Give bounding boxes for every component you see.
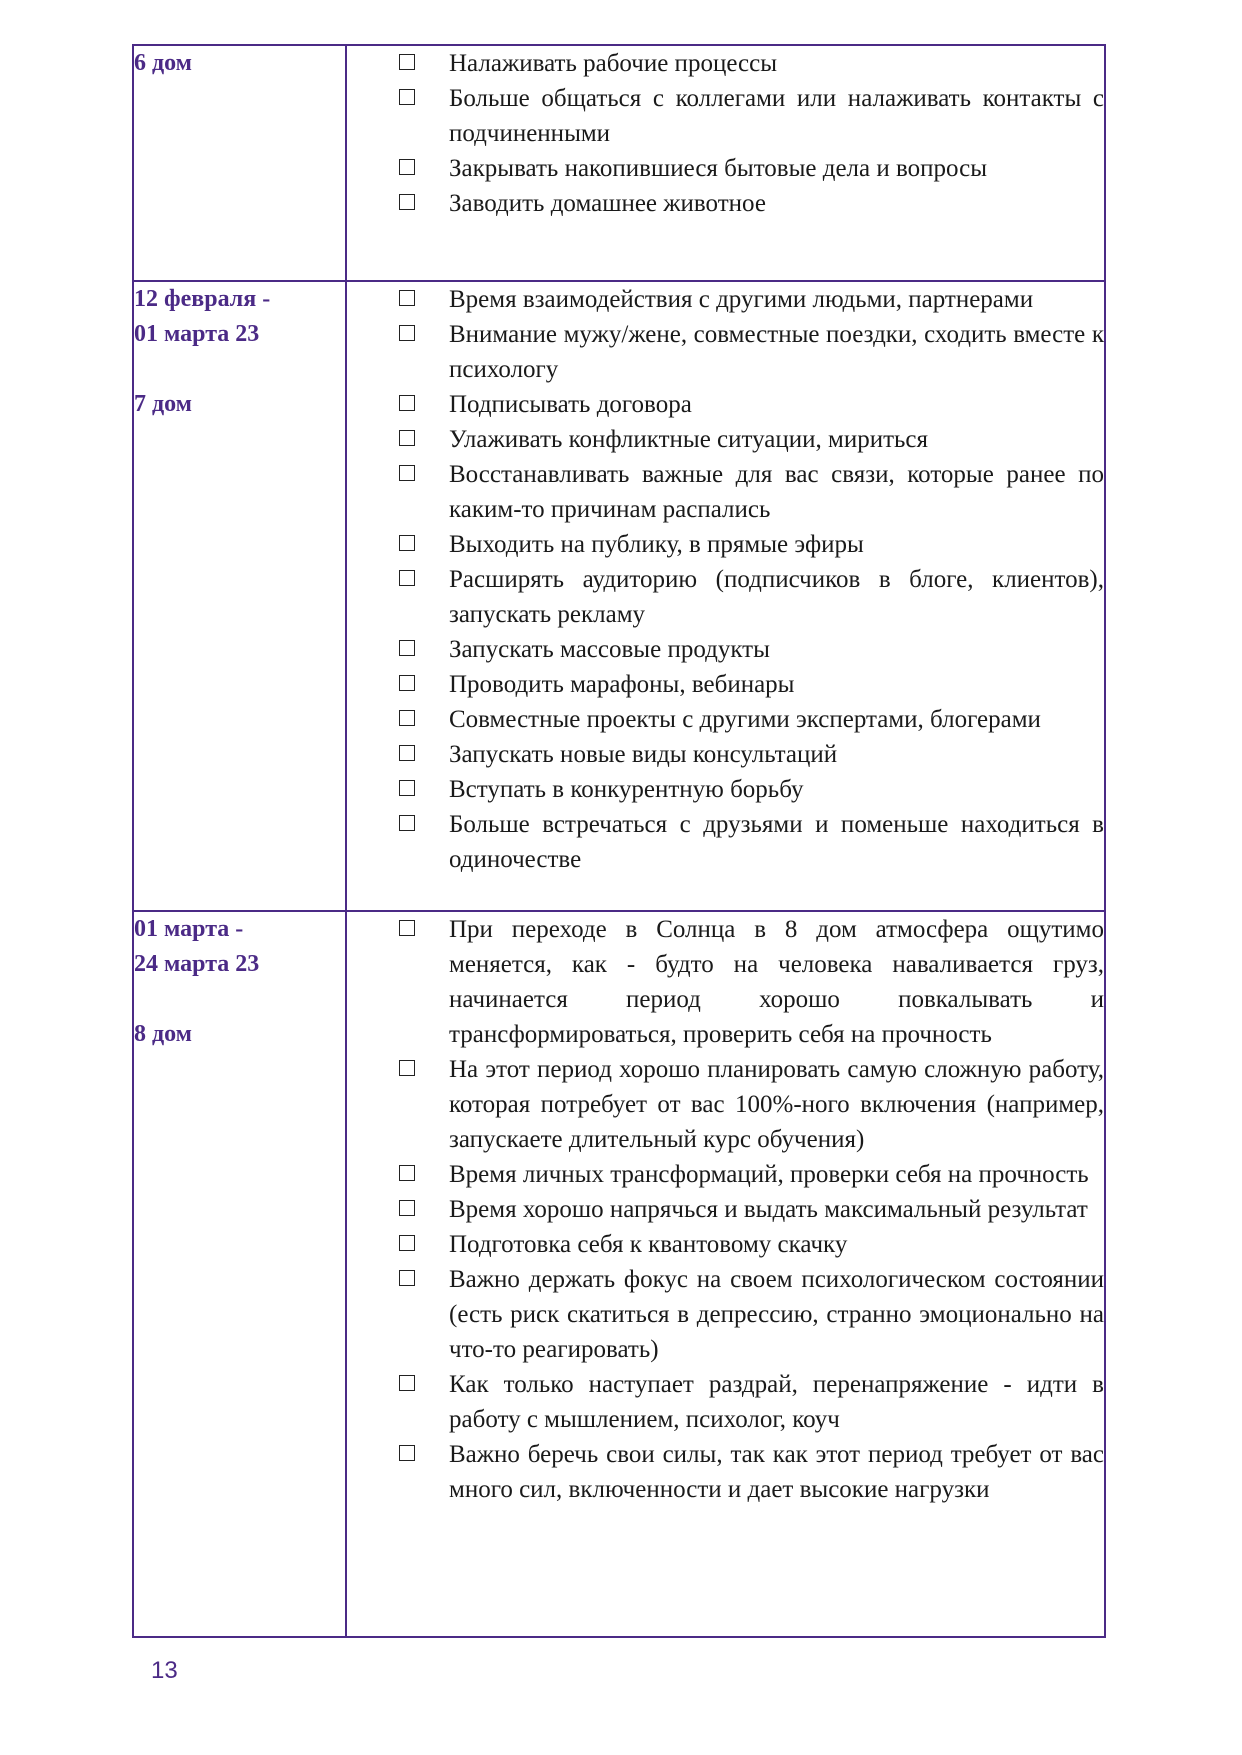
task-item: [347, 282, 1104, 317]
page-number: 13: [151, 1657, 178, 1684]
checkbox-icon[interactable]: [399, 745, 415, 761]
task-text: Запускать новые виды консультаций: [449, 741, 838, 768]
period-cell: [133, 45, 346, 281]
task-item: [347, 1157, 1104, 1192]
checkbox-icon[interactable]: [399, 780, 415, 796]
checkbox-icon[interactable]: [399, 1445, 415, 1461]
task-item: [347, 1052, 1104, 1157]
task-item: [347, 632, 1104, 667]
period-cell: [133, 281, 346, 911]
task-text: При переходе в Солнца в 8 дом атмосфера ощутимо меняется, как - будто на человека наваливается груз, начинается период хорошо повкалывать и трансформироваться, проверить себя на прочность: [449, 916, 1104, 1048]
checkbox-icon[interactable]: [399, 535, 415, 551]
task-item: [347, 1262, 1104, 1367]
task-item: [347, 46, 1104, 81]
checkbox-icon[interactable]: [399, 465, 415, 481]
task-item: [347, 186, 1104, 221]
checkbox-icon[interactable]: [399, 1270, 415, 1286]
date-range-start: 12 февраля -: [134, 286, 271, 312]
task-item: [347, 151, 1104, 186]
checkbox-icon[interactable]: [399, 290, 415, 306]
checkbox-icon[interactable]: [399, 675, 415, 691]
task-text: Больше встречаться с друзьями и поменьше находиться в одиночестве: [449, 811, 1104, 873]
checkbox-icon[interactable]: [399, 710, 415, 726]
task-text: Расширять аудиторию (подписчиков в блоге, клиентов), запускать рекламу: [449, 566, 1104, 628]
task-item: [347, 457, 1104, 527]
checkbox-icon[interactable]: [399, 430, 415, 446]
tasks-cell: [346, 45, 1105, 281]
task-item: [347, 912, 1104, 1052]
task-item: [347, 772, 1104, 807]
task-item: [347, 807, 1104, 877]
house-label: 7 дом: [134, 391, 193, 417]
task-list: [347, 46, 1104, 221]
task-text: Запускать массовые продукты: [449, 636, 770, 663]
tasks-cell: [346, 911, 1105, 1637]
task-text: Как только наступает раздрай, перенапряжение - идти в работу с мышлением, психолог, коуч: [449, 1371, 1104, 1433]
task-text: Время личных трансформаций, проверки себя на прочность: [449, 1161, 1089, 1188]
checkbox-icon[interactable]: [399, 1060, 415, 1076]
task-text: Вступать в конкурентную борьбу: [449, 776, 804, 803]
task-list: [347, 282, 1104, 877]
task-text: Подготовка себя к квантовому скачку: [449, 1231, 848, 1258]
task-text: Больше общаться с коллегами или налаживать контакты с подчиненными: [449, 85, 1104, 147]
checkbox-icon[interactable]: [399, 1165, 415, 1181]
table-row: [133, 45, 1105, 281]
task-item: [347, 702, 1104, 737]
task-item: [347, 81, 1104, 151]
task-text: Заводить домашнее животное: [449, 190, 766, 217]
checkbox-icon[interactable]: [399, 570, 415, 586]
task-text: Проводить марафоны, вебинары: [449, 671, 795, 698]
checkbox-icon[interactable]: [399, 194, 415, 210]
task-item: [347, 1367, 1104, 1437]
task-item: [347, 527, 1104, 562]
task-item: [347, 1192, 1104, 1227]
task-item: [347, 422, 1104, 457]
checkbox-icon[interactable]: [399, 395, 415, 411]
task-text: Подписывать договора: [449, 391, 692, 418]
checkbox-icon[interactable]: [399, 159, 415, 175]
task-text: Закрывать накопившиеся бытовые дела и вопросы: [449, 155, 988, 182]
checkbox-icon[interactable]: [399, 1235, 415, 1251]
checkbox-icon[interactable]: [399, 89, 415, 105]
checkbox-icon[interactable]: [399, 920, 415, 936]
date-range-end: 24 марта 23: [134, 951, 260, 977]
task-item: [347, 317, 1104, 387]
task-text: Время взаимодействия с другими людьми, партнерами: [449, 286, 1034, 313]
tasks-cell: [346, 281, 1105, 911]
task-text: Важно беречь свои силы, так как этот период требует от вас много сил, включенности и дает высокие нагрузки: [449, 1441, 1104, 1503]
table-row: [133, 281, 1105, 911]
house-label: 8 дом: [134, 1021, 193, 1047]
task-item: [347, 737, 1104, 772]
task-item: [347, 1227, 1104, 1262]
task-text: На этот период хорошо планировать самую сложную работу, которая потребует от вас 100%-ного включения (например, запускаете длительный курс обучения): [449, 1056, 1104, 1153]
task-item: [347, 1437, 1104, 1507]
house-label: 6 дом: [134, 50, 193, 76]
task-text: Время хорошо напрячься и выдать максимальный результат: [449, 1196, 1088, 1223]
task-item: [347, 562, 1104, 632]
task-text: Улаживать конфликтные ситуации, мириться: [449, 426, 929, 453]
checkbox-icon[interactable]: [399, 1200, 415, 1216]
task-text: Налаживать рабочие процессы: [449, 50, 778, 77]
task-text: Восстанавливать важные для вас связи, которые ранее по каким-то причинам распались: [449, 461, 1104, 523]
checkbox-icon[interactable]: [399, 640, 415, 656]
task-text: Внимание мужу/жене, совместные поездки, сходить вместе к психологу: [449, 321, 1104, 383]
checkbox-icon[interactable]: [399, 54, 415, 70]
date-range-end: 01 марта 23: [134, 321, 260, 347]
period-cell: [133, 911, 346, 1637]
table-row: [133, 911, 1105, 1637]
task-text: Важно держать фокус на своем психологическом состоянии (есть риск скатиться в депрессию, странно эмоционально на что-то реагировать): [449, 1266, 1104, 1363]
task-item: [347, 667, 1104, 702]
task-list: [347, 912, 1104, 1507]
schedule-table: [132, 44, 1106, 1638]
checkbox-icon[interactable]: [399, 1375, 415, 1391]
task-text: Совместные проекты с другими экспертами, блогерами: [449, 706, 1041, 733]
checkbox-icon[interactable]: [399, 325, 415, 341]
task-text: Выходить на публику, в прямые эфиры: [449, 531, 864, 558]
date-range-start: 01 марта -: [134, 916, 244, 942]
checkbox-icon[interactable]: [399, 815, 415, 831]
task-item: [347, 387, 1104, 422]
